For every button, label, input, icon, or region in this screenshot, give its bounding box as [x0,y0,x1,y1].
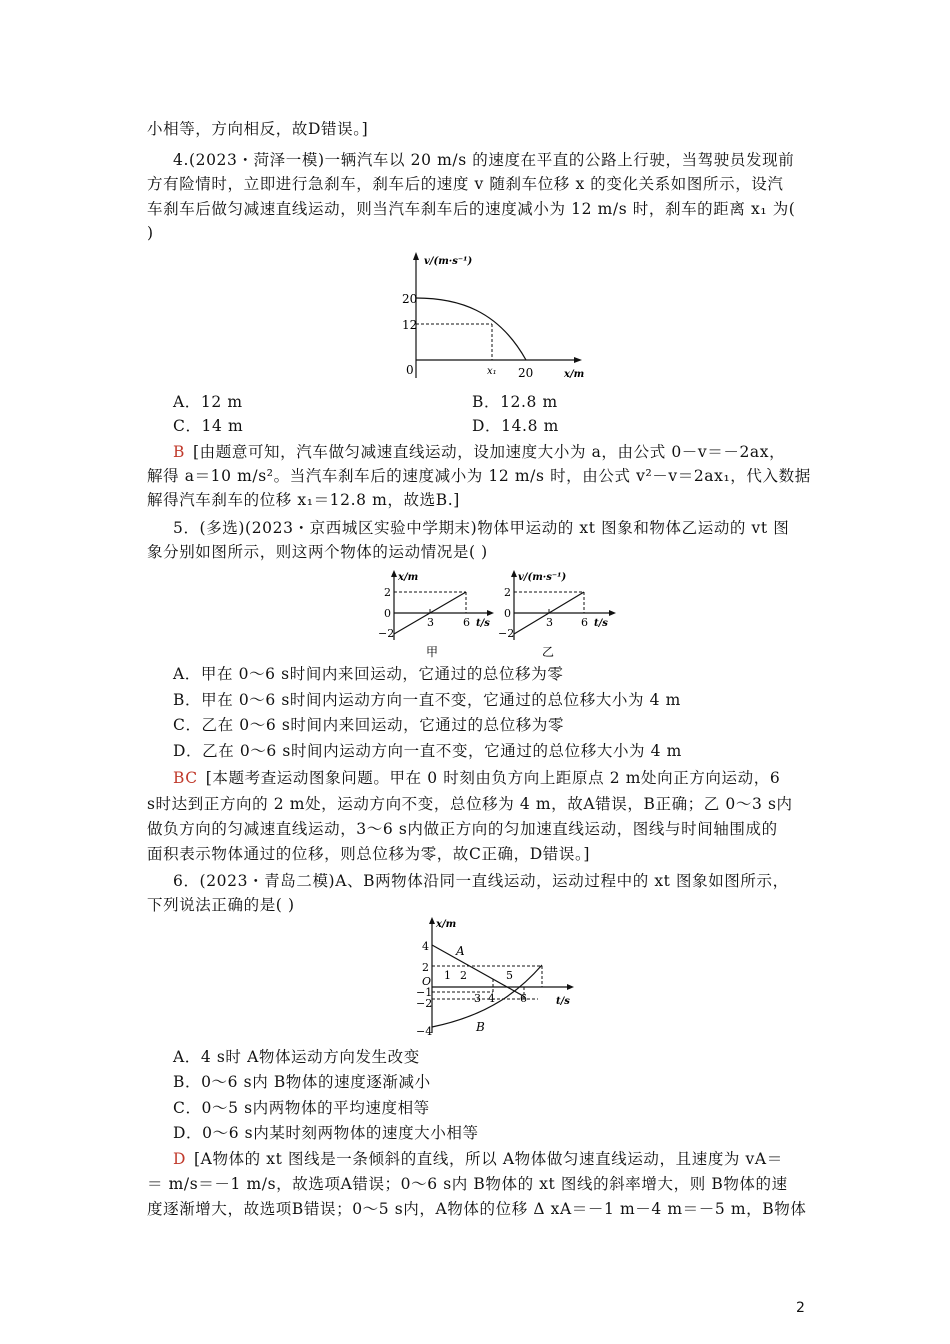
yi-tick-0: 0 [504,607,511,620]
figure-vx-graph [388,250,593,385]
yi-caption: 乙 [542,645,555,659]
vx-ylabel: v/(m·s⁻¹) [424,256,473,267]
ab-n6: 6 [520,992,527,1005]
option-b: B．0～6 s内 B物体的速度逐渐减小 [173,1073,431,1091]
jia-x6: 6 [463,616,470,629]
vx-origin: 0 [406,363,414,377]
ab-n4: 4 [488,992,495,1005]
option-c: C．14 m [173,417,244,435]
text-line: 下列说法正确的是( ) [147,896,295,914]
jia-xlabel: t/s [476,618,490,629]
option-c: C．0～5 s内两物体的平均速度相等 [173,1099,430,1117]
option-a: A．甲在 0～6 s时间内来回运动，它通过的总位移为零 [173,665,564,683]
yi-xlabel: t/s [594,618,608,629]
option-c: C．乙在 0～6 s时间内来回运动，它通过的总位移为零 [173,716,565,734]
yi-ylabel: v/(m·s⁻¹) [518,572,567,583]
jia-ylabel: x/m [398,572,419,583]
figure-yi-vt [492,568,627,660]
text-line: ) [147,224,154,242]
ab-label-b: B [476,1020,485,1034]
ab-n3: 3 [474,992,481,1005]
text-line: s时达到正方向的 2 m处，运动方向不变，总位移为 4 m，故A错误，B正确；乙 0～3 s内 [147,795,793,813]
vx-tick-20: 20 [402,292,418,306]
yi-tick-m2: −2 [498,627,515,640]
ab-label-a: A [456,944,465,958]
ab-n2: 2 [460,969,467,982]
page-number: 2 [796,1300,805,1316]
vx-tick-x20: 20 [518,366,534,380]
question-5-stem: 5．(多选)(2023・京西城区实验中学期末)物体甲运动的 xt 图象和物体乙运动的 vt 图 [173,519,790,537]
question-6-stem: 6．(2023・青岛二模)A、B两物体沿同一直线运动，运动过程中的 xt 图象如图所示， [173,872,789,890]
text-line: 面积表示物体通过的位移，则总位移为零，故C正确，D错误。] [147,845,590,863]
text-line: 小相等，方向相反，故D错误。] [147,120,369,138]
ab-ym2: −2 [416,997,433,1010]
text-line: 度逐渐增大，故选项B错误；0～5 s内，A物体的位移 Δ xA＝－1 m－4 m＝－5 m，B物体 [147,1200,807,1218]
text-line: ＝ m/s＝－1 m/s，故选项A错误；0～6 s内 B物体的 xt 图线的斜率增大，则 B物体的速 [147,1175,788,1193]
ab-n1: 1 [444,969,451,982]
text-line: 方有险情时，立即进行急刹车，刹车后的速度 v 随刹车位移 x 的变化关系如图所示，设汽 [147,175,784,193]
jia-x3: 3 [427,616,434,629]
ab-ym1: −1 [416,986,433,999]
ab-ym4: −4 [416,1025,433,1038]
text-line: 解得汽车刹车的位移 x₁＝12.8 m，故选B.] [147,491,460,509]
vx-curve [416,298,526,360]
jia-tick-2: 2 [384,586,391,599]
question-4-stem: 4.(2023・菏泽一模)一辆汽车以 20 m/s 的速度在平直的公路上行驶，当驾驶员发现前 [173,151,795,169]
answer-letter: BC [173,769,198,787]
text-line: 象分别如图所示，则这两个物体的运动情况是( ) [147,543,488,561]
yi-x6: 6 [581,616,588,629]
option-a: A．12 m [173,393,243,411]
answer-text: [本题考查运动图象问题。甲在 0 时刻由负方向上距原点 2 m处向正方向运动，6 [205,769,781,787]
option-b: B．甲在 0～6 s时间内运动方向一直不变，它通过的总位移大小为 4 m [173,691,681,709]
figure-ab-xt [400,915,580,1040]
ab-y2: 2 [422,961,429,974]
ab-y4: 4 [422,940,429,953]
jia-tick-m2: −2 [378,627,395,640]
jia-caption: 甲 [426,645,439,659]
option-d: D．0～6 s内某时刻两物体的速度大小相等 [173,1124,479,1142]
answer-text: [A物体的 xt 图线是一条倾斜的直线，所以 A物体做匀速直线运动，且速度为 vA＝ [194,1150,783,1168]
text-line: 解得 a＝10 m/s²。当汽车刹车后的速度减小为 12 m/s 时，由公式 v²－v＝2ax₁，代入数据 [147,467,811,485]
answer-6 [173,1147,783,1171]
yi-x3: 3 [546,616,553,629]
figure-jia-xt [362,568,497,660]
option-d: D．14.8 m [472,417,559,435]
jia-tick-0: 0 [384,607,391,620]
option-a: A．4 s时 A物体运动方向发生改变 [173,1048,420,1066]
yi-tick-2: 2 [504,586,511,599]
answer-text: [由题意可知，汽车做匀减速直线运动，设加速度大小为 a，由公式 0－v＝－2ax， [193,443,786,461]
answer-letter: D [173,1150,187,1168]
option-d: D．乙在 0～6 s时间内运动方向一直不变，它通过的总位移大小为 4 m [173,742,682,760]
ab-xlabel: t/s [556,996,570,1007]
vx-xlabel: x/m [564,369,585,380]
answer-letter: B [173,443,185,461]
vx-x1: x₁ [487,366,497,377]
option-b: B．12.8 m [472,393,558,411]
ab-n5: 5 [506,969,513,982]
ab-yO: O [422,975,432,988]
answer-5 [173,766,780,790]
vx-tick-12: 12 [402,318,418,332]
answer-4 [173,440,785,464]
text-line: 车刹车后做匀减速直线运动，则当汽车刹车后的速度减小为 12 m/s 时，刹车的距离 x₁ 为( [147,200,796,218]
ab-ylabel: x/m [436,919,457,930]
text-line: 做负方向的匀减速直线运动，3～6 s内做正方向的匀加速直线运动，图线与时间轴围成的 [147,820,778,838]
